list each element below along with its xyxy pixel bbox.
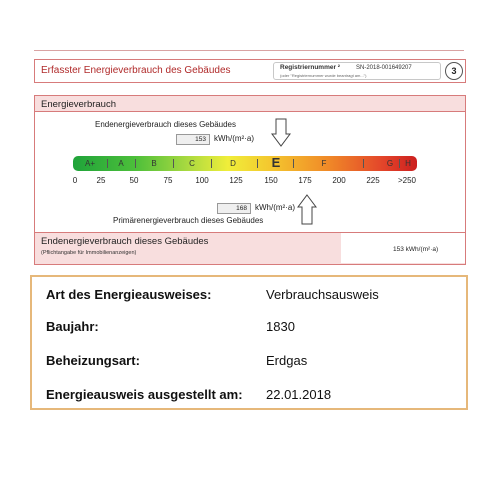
detail-row — [46, 287, 466, 307]
end-energy-label: Endenergieverbrauch dieses Gebäudes — [95, 120, 236, 129]
class-separator — [173, 159, 174, 168]
scale-tick: 200 — [332, 176, 346, 185]
class-b: B — [151, 159, 157, 168]
scale-tick: 25 — [96, 176, 106, 185]
scale-tick: 225 — [366, 176, 380, 185]
detail-label: Energieausweis ausgestellt am: — [46, 387, 243, 402]
scale-tick: 175 — [298, 176, 312, 185]
class-f: F — [321, 159, 327, 168]
class-separator — [293, 159, 294, 168]
energy-consumption-section — [34, 95, 466, 265]
class-separator — [135, 159, 136, 168]
summary-value: 153 kWh/(m²·a) — [393, 246, 439, 253]
registry-label: Registriernummer ² — [280, 64, 340, 71]
registry-box — [273, 62, 441, 80]
section-title: Energieverbrauch — [41, 99, 116, 110]
class-a-plus: A+ — [84, 159, 95, 168]
header-title: Erfasster Energieverbrauch des Gebäudes — [41, 65, 231, 76]
end-energy-arrow-icon — [271, 118, 291, 148]
efficiency-scale-bar — [73, 156, 417, 171]
end-energy-value: 153 — [176, 134, 210, 145]
primary-energy-unit: kWh/(m²·a) — [255, 203, 295, 212]
primary-energy-label: Primärenergieverbrauch dieses Gebäudes — [113, 216, 264, 225]
end-energy-summary-bar — [35, 232, 465, 264]
class-separator — [211, 159, 212, 168]
detail-value: Verbrauchsausweis — [266, 287, 379, 302]
class-h: H — [405, 159, 411, 168]
scale-tick: 75 — [163, 176, 173, 185]
scale-tick: 50 — [129, 176, 139, 185]
registry-value: SN-2018-001649207 — [356, 65, 412, 71]
scale-tick: 125 — [229, 176, 243, 185]
class-c: C — [189, 159, 195, 168]
scale-tick: 100 — [195, 176, 209, 185]
energy-details-panel — [30, 275, 468, 410]
end-energy-unit: kWh/(m²·a) — [214, 134, 254, 143]
summary-note: (Pflichtangabe für Immobilienanzeigen) — [41, 250, 137, 256]
detail-row — [46, 387, 466, 407]
detail-label: Baujahr: — [46, 319, 99, 334]
detail-value: 22.01.2018 — [266, 387, 332, 402]
section-title-bar — [35, 96, 465, 112]
registry-note: (oder "Registriernummer wurde beantragt am...") — [280, 73, 367, 78]
detail-label: Beheizungsart: — [46, 353, 140, 368]
class-a: A — [118, 159, 124, 168]
class-d: D — [230, 159, 236, 168]
page-number: 3 — [445, 62, 463, 80]
class-separator — [363, 159, 364, 168]
energy-certificate — [30, 44, 468, 264]
class-separator — [257, 159, 258, 168]
detail-row — [46, 319, 466, 339]
primary-energy-value: 168 — [217, 203, 251, 214]
detail-value: 1830 — [266, 319, 295, 334]
class-g: G — [386, 159, 394, 168]
primary-energy-arrow-icon — [297, 194, 317, 228]
scale-tick: 0 — [72, 176, 78, 185]
top-divider — [34, 50, 464, 51]
scale-tick: >250 — [397, 176, 417, 185]
scale-tick: 150 — [264, 176, 278, 185]
certificate-header — [34, 59, 466, 83]
detail-value: Erdgas — [266, 353, 308, 368]
class-e-current: E — [271, 155, 281, 170]
detail-label: Art des Energieausweises: — [46, 287, 212, 302]
detail-row — [46, 353, 466, 373]
class-separator — [107, 159, 108, 168]
summary-title: Endenergieverbrauch dieses Gebäudes — [41, 236, 209, 247]
